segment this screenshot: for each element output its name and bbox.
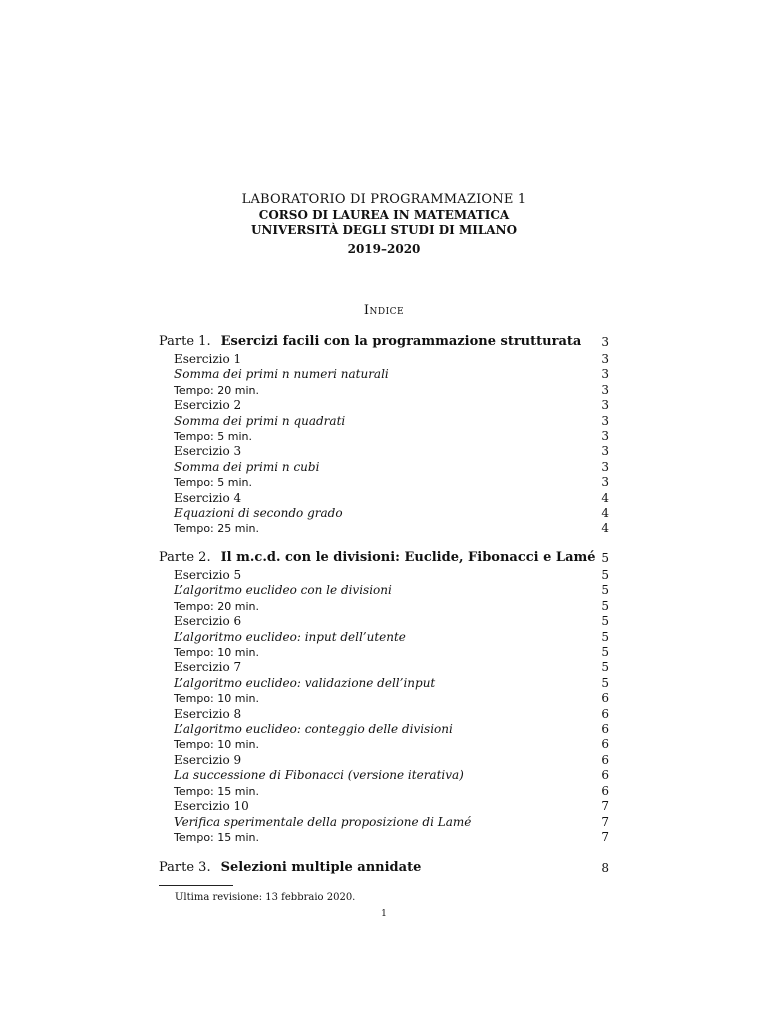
toc-part-heading[interactable] bbox=[159, 334, 609, 352]
toc-part bbox=[159, 550, 609, 845]
toc-entry-label: L’algoritmo euclideo con le divisioni bbox=[174, 583, 392, 598]
toc-entry-page-number: 6 bbox=[601, 722, 609, 737]
toc-entry[interactable] bbox=[159, 784, 609, 799]
toc-entry[interactable] bbox=[159, 707, 609, 722]
toc-entry-page-number: 6 bbox=[601, 768, 609, 783]
toc-entry-label: Tempo: 10 min. bbox=[174, 692, 259, 706]
toc-entry-label: Tempo: 10 min. bbox=[174, 646, 259, 660]
academic-year: 2019–2020 bbox=[347, 242, 421, 256]
toc-entry[interactable] bbox=[159, 691, 609, 706]
part-title-text: Esercizi facili con la programmazione strutturata bbox=[220, 334, 582, 349]
toc-entry[interactable] bbox=[159, 398, 609, 413]
toc-entry-label: Esercizio 8 bbox=[174, 706, 242, 721]
toc-entry-label: Tempo: 15 min. bbox=[174, 784, 259, 798]
toc-entry[interactable] bbox=[159, 830, 609, 845]
toc-entry-label: Esercizio 9 bbox=[174, 752, 242, 767]
toc-entry-page-number: 3 bbox=[601, 352, 609, 366]
toc-entry[interactable] bbox=[159, 722, 609, 737]
part-title-text: Il m.c.d. con le divisioni: Euclide, Fibonacci e Lamé bbox=[220, 550, 596, 565]
toc-entry-page-number: 4 bbox=[601, 506, 609, 521]
toc-entry[interactable] bbox=[159, 506, 609, 521]
part-title bbox=[159, 550, 596, 568]
toc-entry[interactable] bbox=[159, 521, 609, 536]
toc-entry-label: La successione di Fibonacci (versione iterativa) bbox=[174, 768, 464, 783]
toc-entry-page-number: 4 bbox=[601, 490, 609, 505]
toc-entry[interactable] bbox=[159, 815, 609, 830]
toc-entry-label: Tempo: 25 min. bbox=[174, 522, 259, 536]
toc-entry-label: L’algoritmo euclideo: conteggio delle divisioni bbox=[174, 722, 453, 737]
toc-entry-label: Tempo: 20 min. bbox=[174, 599, 259, 613]
toc-entry[interactable] bbox=[159, 383, 609, 398]
toc-entry[interactable] bbox=[159, 460, 609, 475]
toc-entry[interactable] bbox=[159, 583, 609, 598]
toc-entry[interactable] bbox=[159, 414, 609, 429]
toc-part bbox=[159, 860, 609, 878]
footnote: Ultima revisione: 13 febbraio 2020. bbox=[175, 892, 356, 903]
toc-entry-label: Somma dei primi n numeri naturali bbox=[174, 367, 389, 382]
toc-entry-label: Esercizio 7 bbox=[174, 660, 242, 675]
toc-entry-label: Esercizio 6 bbox=[174, 614, 242, 629]
toc-entry-page-number: 5 bbox=[601, 614, 609, 629]
toc-entry-label: Esercizio 4 bbox=[174, 490, 242, 505]
document-title: LABORATORIO DI PROGRAMMAZIONE 1 bbox=[241, 192, 527, 207]
toc-entry-label: L’algoritmo euclideo: validazione dell’input bbox=[174, 675, 436, 690]
course-name: CORSO DI LAUREA IN MATEMATICA bbox=[258, 208, 510, 222]
part-page-number: 5 bbox=[601, 551, 609, 565]
toc-entry[interactable] bbox=[159, 444, 609, 459]
toc-entry[interactable] bbox=[159, 630, 609, 645]
university-name: UNIVERSITÀ DEGLI STUDI DI MILANO bbox=[250, 223, 518, 237]
toc-entry[interactable] bbox=[159, 660, 609, 675]
part-title bbox=[159, 334, 581, 352]
toc-entry-page-number: 6 bbox=[601, 706, 609, 721]
toc-entry[interactable] bbox=[159, 753, 609, 768]
toc-entry-label: Esercizio 10 bbox=[174, 799, 249, 814]
toc-entry-label: Esercizio 5 bbox=[174, 568, 242, 582]
toc-entry-label: Tempo: 5 min. bbox=[174, 430, 252, 444]
toc-entry[interactable] bbox=[159, 768, 609, 783]
toc-entry-label: Tempo: 5 min. bbox=[174, 476, 252, 490]
toc-entry[interactable] bbox=[159, 568, 609, 583]
toc-entry-label: Tempo: 20 min. bbox=[174, 383, 259, 397]
toc-entry-page-number: 5 bbox=[601, 645, 609, 660]
part-title-text: Selezioni multiple annidate bbox=[220, 860, 422, 875]
toc-entry-page-number: 5 bbox=[601, 568, 609, 582]
toc-entry[interactable] bbox=[159, 475, 609, 490]
toc-entry[interactable] bbox=[159, 599, 609, 614]
part-title bbox=[159, 860, 421, 878]
toc-entry[interactable] bbox=[159, 491, 609, 506]
toc-entry-page-number: 3 bbox=[601, 367, 609, 382]
toc-entry-page-number: 5 bbox=[601, 583, 609, 598]
toc-entry-label: Esercizio 3 bbox=[174, 444, 242, 459]
page-number: 1 bbox=[381, 909, 387, 919]
part-number: Parte 3. bbox=[159, 860, 211, 875]
toc-entry-label: Esercizio 2 bbox=[174, 398, 242, 413]
toc-entry-page-number: 6 bbox=[601, 691, 609, 706]
toc-entry-label: Somma dei primi n quadrati bbox=[174, 413, 346, 428]
toc-entry-page-number: 6 bbox=[601, 752, 609, 767]
toc-entry[interactable] bbox=[159, 676, 609, 691]
toc-entry-page-number: 7 bbox=[601, 799, 609, 814]
part-page-number: 8 bbox=[601, 861, 609, 875]
toc-entry-page-number: 3 bbox=[601, 475, 609, 490]
toc-part-heading[interactable] bbox=[159, 860, 609, 878]
toc-entry[interactable] bbox=[159, 799, 609, 814]
part-number: Parte 2. bbox=[159, 550, 211, 565]
toc-part-heading[interactable] bbox=[159, 550, 609, 568]
footnote-rule bbox=[159, 885, 233, 886]
part-page-number: 3 bbox=[601, 335, 609, 349]
toc-entry-page-number: 6 bbox=[601, 737, 609, 752]
title-block bbox=[0, 192, 768, 257]
toc-entry-page-number: 4 bbox=[601, 521, 609, 536]
toc-entry-page-number: 3 bbox=[601, 444, 609, 459]
toc-entry-label: Esercizio 1 bbox=[174, 352, 242, 366]
toc-entry-label: Tempo: 15 min. bbox=[174, 830, 259, 844]
part-number: Parte 1. bbox=[159, 334, 211, 349]
toc-entry-label: L’algoritmo euclideo: input dell’utente bbox=[174, 629, 406, 644]
toc-entry[interactable] bbox=[159, 429, 609, 444]
toc-entry-page-number: 3 bbox=[601, 398, 609, 413]
toc-entry-label: Equazioni di secondo grado bbox=[174, 506, 343, 521]
toc-entry-label: Tempo: 10 min. bbox=[174, 738, 259, 752]
toc-entry-page-number: 3 bbox=[601, 382, 609, 397]
toc-entry-page-number: 7 bbox=[601, 814, 609, 829]
toc-entry-label: Somma dei primi n cubi bbox=[174, 459, 320, 474]
toc-entry-page-number: 3 bbox=[601, 459, 609, 474]
toc-entry[interactable] bbox=[159, 352, 609, 367]
toc-entry-page-number: 7 bbox=[601, 829, 609, 844]
toc-entry-page-number: 5 bbox=[601, 675, 609, 690]
toc-entry-page-number: 5 bbox=[601, 598, 609, 613]
toc-entry-page-number: 6 bbox=[601, 783, 609, 798]
toc-entry-page-number: 3 bbox=[601, 429, 609, 444]
toc-entry-page-number: 5 bbox=[601, 629, 609, 644]
toc-entry-label: Verifica sperimentale della proposizione di Lamé bbox=[174, 814, 472, 829]
toc-part bbox=[159, 334, 609, 537]
toc-heading: Indice bbox=[363, 303, 405, 318]
toc-entry[interactable] bbox=[159, 367, 609, 382]
toc-entry[interactable] bbox=[159, 645, 609, 660]
toc-entry[interactable] bbox=[159, 737, 609, 752]
toc-entry-page-number: 5 bbox=[601, 660, 609, 675]
toc-entry[interactable] bbox=[159, 614, 609, 629]
toc-entry-page-number: 3 bbox=[601, 413, 609, 428]
